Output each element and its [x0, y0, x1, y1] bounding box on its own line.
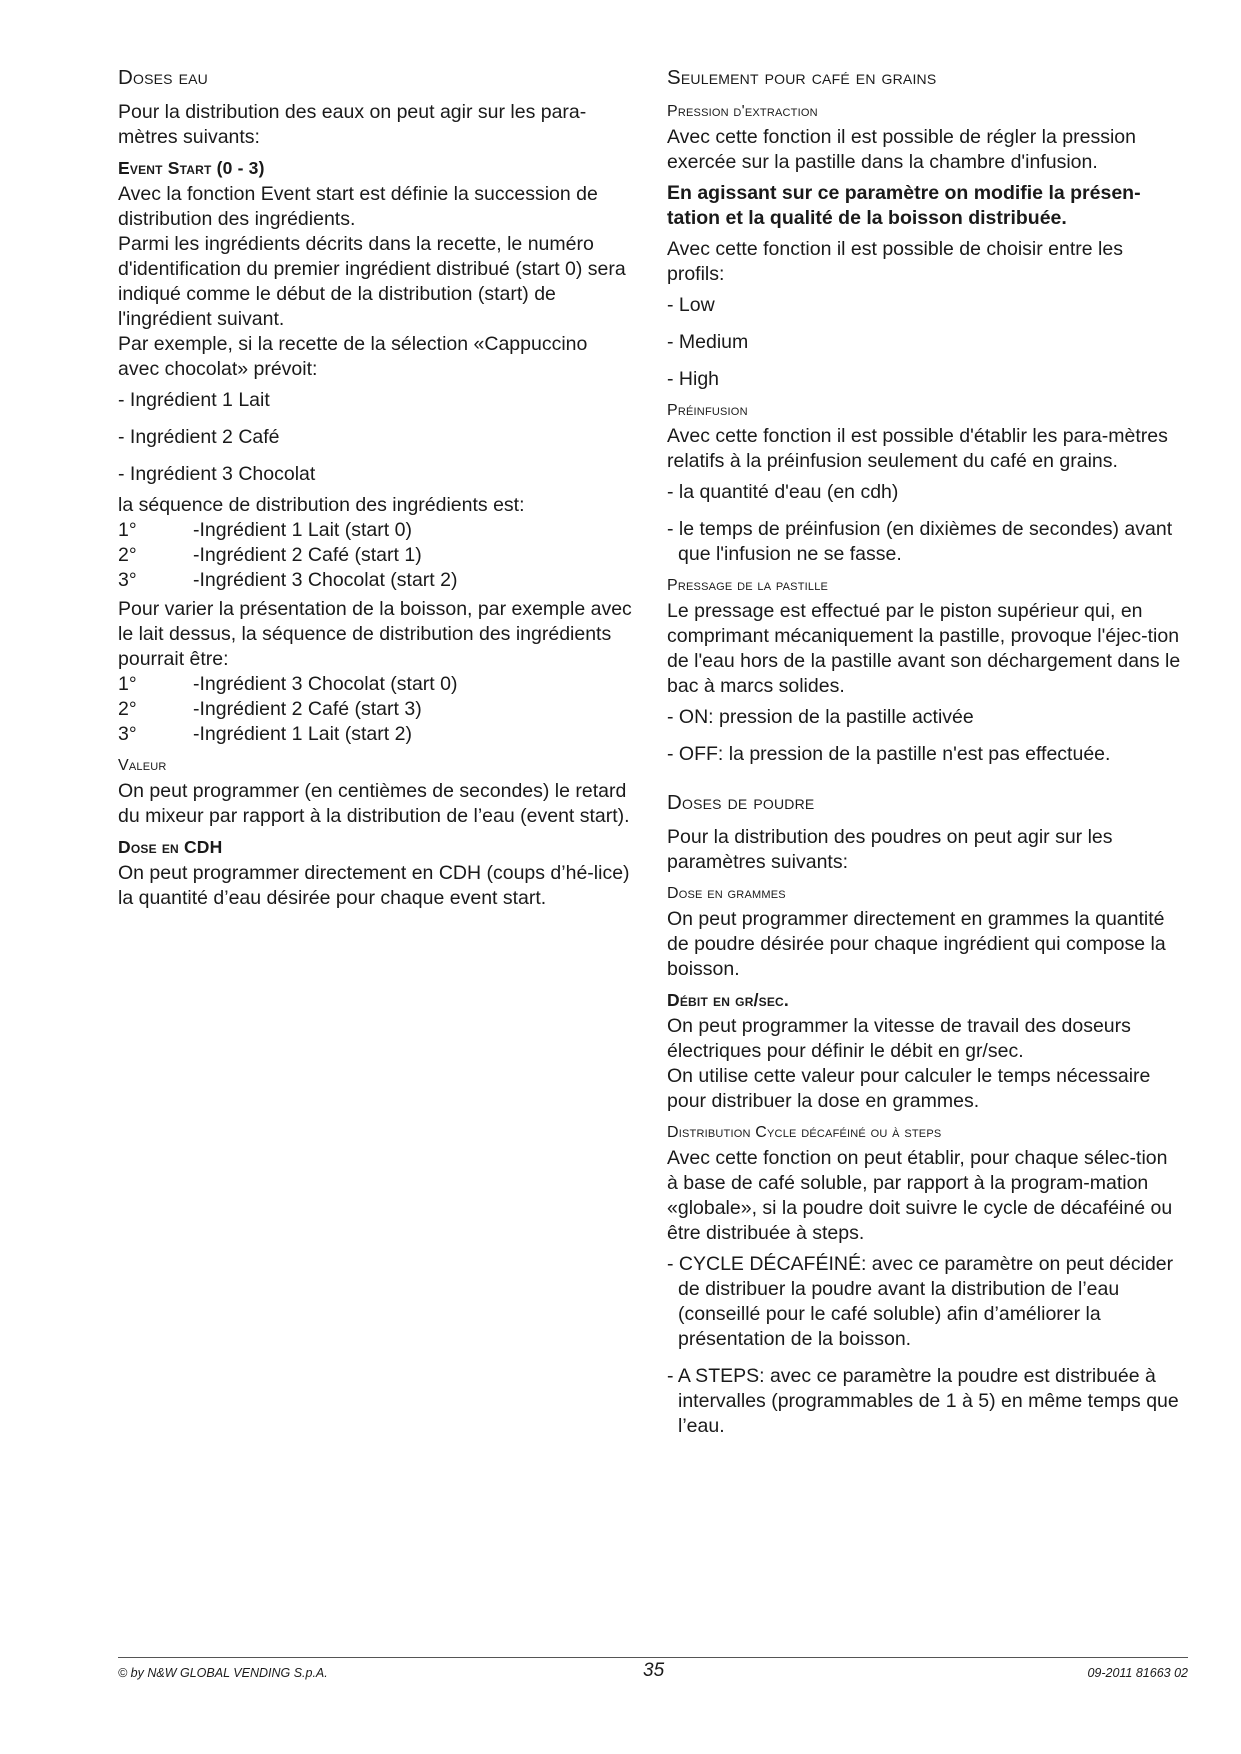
footer-copyright: © by N&W GLOBAL VENDING S.p.A.	[118, 1666, 328, 1680]
sequence-text: -Ingrédient 1 Lait (start 2)	[193, 723, 412, 745]
list-item: - Ingrédient 1 Lait	[118, 389, 270, 411]
sequence-list	[118, 672, 633, 747]
list-item: - le temps de préinfusion (en dixièmes de secondes) avant que l'infusion ne se fasse.	[667, 518, 1173, 565]
sequence-list	[118, 518, 633, 593]
paragraph: On peut programmer (en centièmes de secondes) le retard du mixeur par rapport à la distribution de l’eau (event start).	[118, 780, 630, 827]
list-item: - Low	[667, 294, 715, 316]
subheading-dose-grammes: Dose en grammes	[667, 885, 786, 902]
paragraph: Par exemple, si la recette de la sélection «Cappuccino avec chocolat» prévoit:	[118, 333, 588, 380]
sequence-text: -Ingrédient 3 Chocolat (start 2)	[193, 569, 458, 591]
sequence-row	[118, 697, 633, 722]
subheading-dose-cdh: Dose en CDH	[118, 837, 223, 857]
list-item: - Medium	[667, 331, 749, 353]
subheading-event-start: Event Start (0 - 3)	[118, 158, 265, 178]
sequence-number: 1°	[118, 519, 137, 541]
paragraph: Parmi les ingrédients décrits dans la recette, le numéro d'identification du premier ingrédient distribué (start 0) sera indiqué comme le début de la distribution (start) de l'ingrédient suivant.	[118, 233, 626, 330]
right-column	[667, 66, 1182, 1451]
left-column	[118, 66, 633, 917]
paragraph-bold: En agissant sur ce paramètre on modifie la présen-tation et la qualité de la boisson distribuée.	[667, 182, 1141, 229]
subheading-pression: Pression d'extraction	[667, 103, 818, 120]
list-item: - A STEPS: avec ce paramètre la poudre est distribuée à intervalles (programmables de 1 à 5) en même temps que l’eau.	[667, 1365, 1179, 1437]
paragraph: On peut programmer directement en grammes la quantité de poudre désirée pour chaque ingrédient qui compose la boisson.	[667, 908, 1166, 980]
footer-doc-code: 09-2011 81663 02	[1087, 1666, 1188, 1680]
sequence-text: -Ingrédient 1 Lait (start 0)	[193, 519, 412, 541]
sequence-number: 2°	[118, 544, 137, 566]
list-item: - ON: pression de la pastille activée	[667, 706, 974, 728]
paragraph: On peut programmer la vitesse de travail des doseurs électriques pour définir le débit en gr/sec.	[667, 1015, 1131, 1062]
sequence-row	[118, 722, 633, 747]
subheading-pressage: Pressage de la pastille	[667, 577, 829, 594]
subheading-cycle: Distribution Cycle décaféiné ou à steps	[667, 1124, 942, 1141]
list-item: - CYCLE DÉCAFÉINÉ: avec ce paramètre on peut décider de distribuer la poudre avant la distribution de l’eau (conseillé pour le café soluble) afin d’améliorer la présentation de la boisson.	[667, 1253, 1174, 1350]
sequence-row	[118, 672, 633, 697]
paragraph: Avec cette fonction il est possible de choisir entre les profils:	[667, 238, 1123, 285]
footer-divider	[118, 1657, 1188, 1658]
list-item: - Ingrédient 2 Café	[118, 426, 280, 448]
sequence-number: 3°	[118, 569, 137, 591]
list-item: - Ingrédient 3 Chocolat	[118, 463, 316, 485]
subheading-preinfusion: Préinfusion	[667, 402, 748, 419]
page-number: 35	[643, 1660, 665, 1681]
subheading-valeur: Valeur	[118, 757, 167, 774]
list-item: - OFF: la pression de la pastille n'est pas effectuée.	[667, 743, 1111, 765]
sequence-text: -Ingrédient 3 Chocolat (start 0)	[193, 673, 458, 695]
paragraph: Pour varier la présentation de la boisson, par exemple avec le lait dessus, la séquence de distribution des ingrédients pourrait être:	[118, 598, 632, 670]
list-item: - High	[667, 368, 720, 390]
paragraph: Avec la fonction Event start est définie la succession de distribution des ingrédients.	[118, 183, 598, 230]
sequence-row	[118, 543, 633, 568]
sequence-number: 2°	[118, 698, 137, 720]
paragraph: Le pressage est effectué par le piston supérieur qui, en comprimant mécaniquement la pastille, provoque l'éjec-tion de l'eau hors de la pastille avant son déchargement dans le bac à marcs solides.	[667, 600, 1181, 697]
paragraph: On utilise cette valeur pour calculer le temps nécessaire pour distribuer la dose en grammes.	[667, 1065, 1151, 1112]
sequence-number: 1°	[118, 673, 137, 695]
sequence-text: -Ingrédient 2 Café (start 1)	[193, 544, 422, 566]
paragraph: Avec cette fonction il est possible de régler la pression exercée sur la pastille dans la chambre d'infusion.	[667, 126, 1136, 173]
paragraph: Avec cette fonction on peut établir, pour chaque sélec-tion à base de café soluble, par rapport à la program-mation «globale», si la poudre doit suivre le cycle de décaféiné ou être distribuée à steps.	[667, 1147, 1173, 1244]
section-title-doses-poudre: Doses de poudre	[667, 791, 815, 814]
sequence-row	[118, 518, 633, 543]
sequence-number: 3°	[118, 723, 137, 745]
paragraph: la séquence de distribution des ingrédients est:	[118, 494, 525, 516]
list-item: - la quantité d'eau (en cdh)	[667, 481, 899, 503]
paragraph: Pour la distribution des eaux on peut agir sur les para-mètres suivants:	[118, 101, 587, 148]
paragraph: Pour la distribution des poudres on peut agir sur les paramètres suivants:	[667, 826, 1113, 873]
paragraph: On peut programmer directement en CDH (coups d’hé-lice) la quantité d’eau désirée pour chaque event start.	[118, 862, 630, 909]
section-title-cafe-grains: Seulement pour café en grains	[667, 66, 937, 89]
paragraph: Avec cette fonction il est possible d'établir les para-mètres relatifs à la préinfusion seulement du café en grains.	[667, 425, 1168, 472]
sequence-text: -Ingrédient 2 Café (start 3)	[193, 698, 422, 720]
section-title-doses-eau: Doses eau	[118, 66, 208, 89]
sequence-row	[118, 568, 633, 593]
subheading-debit: Débit en gr/sec.	[667, 990, 789, 1010]
